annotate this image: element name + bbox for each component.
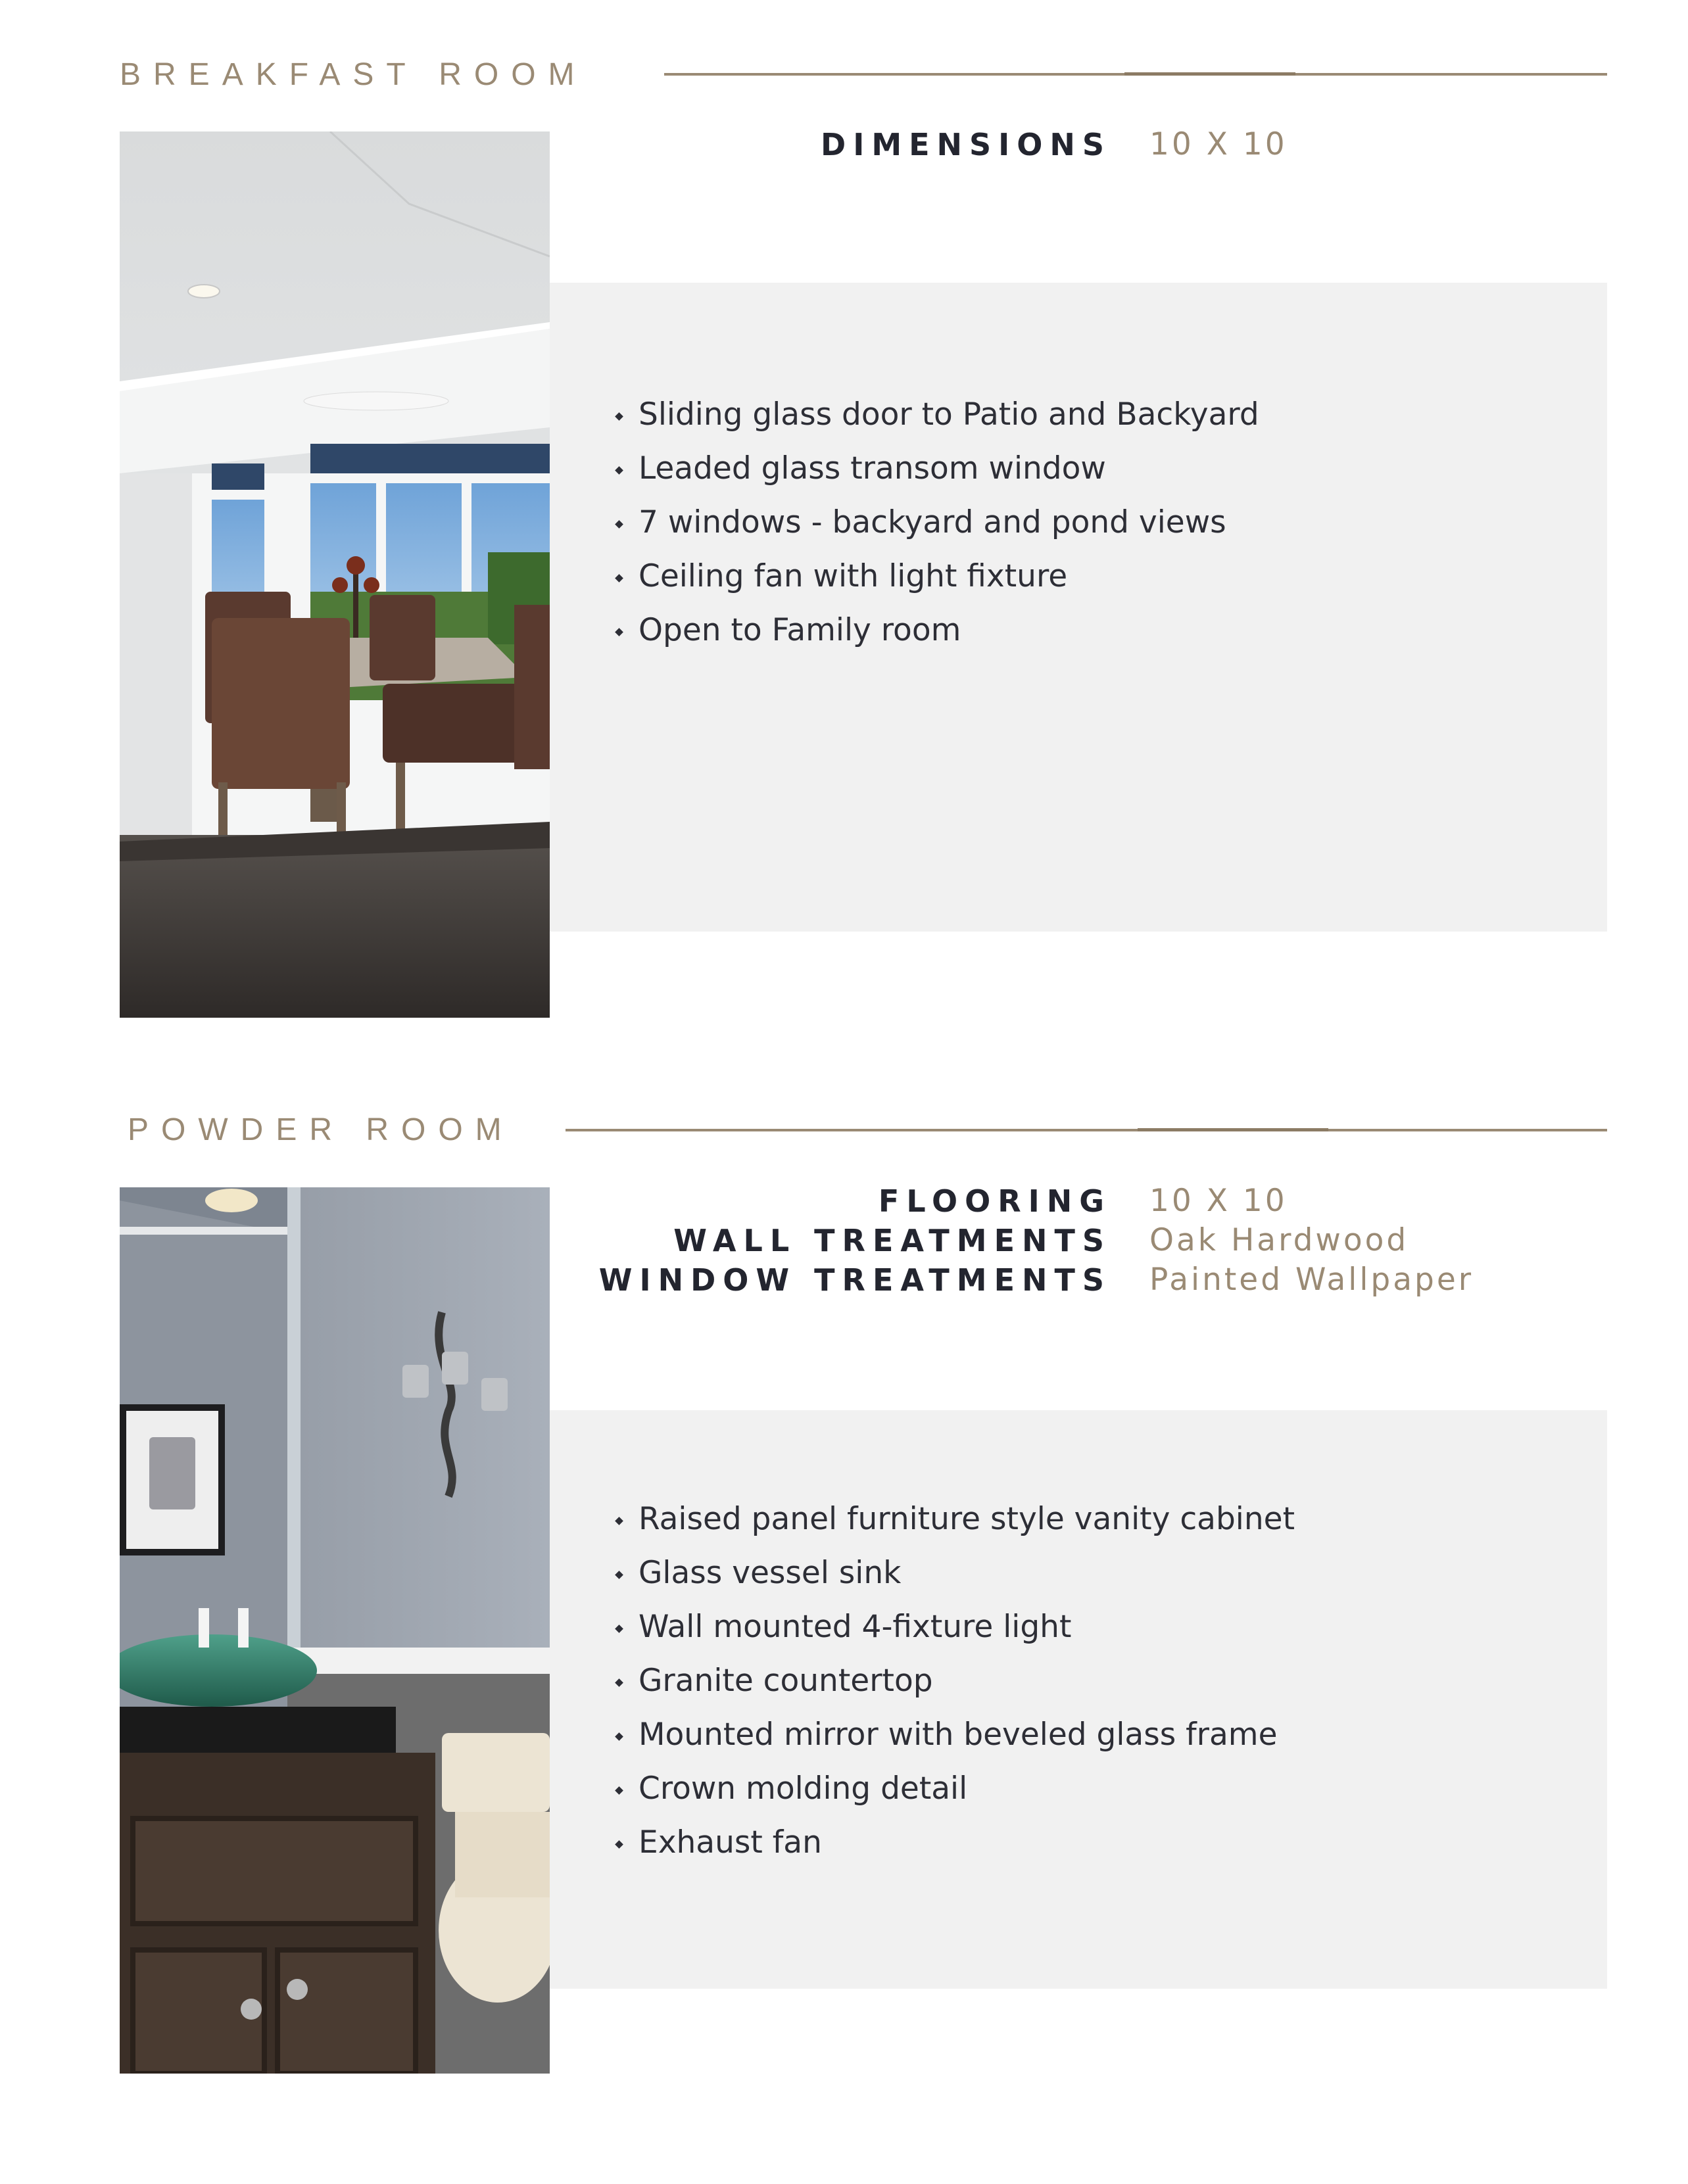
breakfast-divider <box>664 73 1607 76</box>
list-item: Mounted mirror with beveled glass frame <box>616 1708 1295 1762</box>
list-item: Sliding glass door to Patio and Backyard <box>616 388 1259 442</box>
list-item: Ceiling fan with light fixture <box>616 550 1259 604</box>
list-item: Crown molding detail <box>616 1762 1295 1816</box>
powder-divider <box>566 1129 1607 1131</box>
list-item: Raised panel furniture style vanity cabinet <box>616 1492 1295 1546</box>
breakfast-room-title: BREAKFAST ROOM <box>120 57 587 92</box>
list-item: Wall mounted 4-fixture light <box>616 1600 1295 1654</box>
spec-label-wall-treatments: WALL TREATMENTS <box>673 1223 1111 1258</box>
breakfast-spec-labels <box>566 125 1111 164</box>
spec-value-flooring: 10 X 10 <box>1149 1183 1288 1219</box>
powder-feature-list <box>616 1492 1295 1870</box>
spec-label-flooring: FLOORING <box>878 1183 1111 1219</box>
powder-room-title: POWDER ROOM <box>128 1112 514 1147</box>
breakfast-spec-values <box>1149 125 1288 164</box>
breakfast-feature-list <box>616 388 1259 657</box>
list-item: Exhaust fan <box>616 1816 1295 1870</box>
list-item: Granite countertop <box>616 1654 1295 1708</box>
spec-value-wall-treatments: Oak Hardwood <box>1149 1222 1409 1258</box>
spec-value-window-treatments: Painted Wallpaper <box>1149 1262 1474 1298</box>
list-item: Open to Family room <box>616 604 1259 657</box>
list-item: 7 windows - backyard and pond views <box>616 496 1259 550</box>
spec-label-dimensions: DIMENSIONS <box>821 127 1111 162</box>
powder-room-photo <box>120 1187 550 2074</box>
powder-spec-labels <box>566 1181 1111 1300</box>
spec-label-window-treatments: WINDOW TREATMENTS <box>598 1262 1111 1298</box>
list-item: Leaded glass transom window <box>616 442 1259 496</box>
spec-value-dimensions: 10 X 10 <box>1149 126 1288 162</box>
powder-spec-values <box>1149 1181 1474 1300</box>
list-item: Glass vessel sink <box>616 1546 1295 1600</box>
breakfast-room-photo <box>120 131 550 1018</box>
